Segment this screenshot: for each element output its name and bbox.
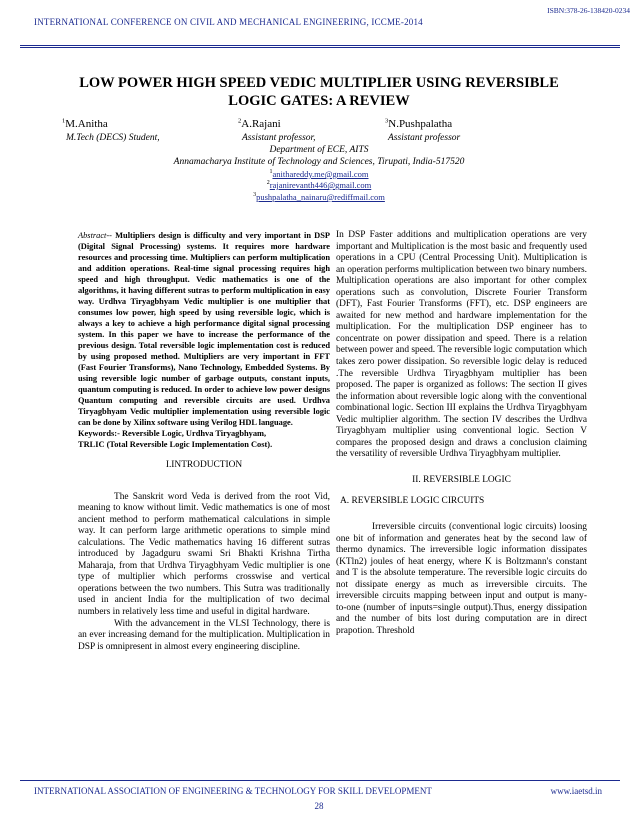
paper-title: [60, 74, 578, 110]
author-3-name: N.Pushpalatha: [388, 118, 453, 130]
subsection-a-heading: A. REVERSIBLE LOGIC CIRCUITS: [340, 496, 485, 507]
author-3-sup: 3: [385, 117, 389, 125]
email-2-sup: 2: [266, 180, 270, 187]
isbn-label: ISBN:378-26-138420-0234: [547, 6, 630, 15]
author-1-name: M.Anitha: [65, 118, 108, 130]
author-2-sup: 2: [238, 117, 242, 125]
author-1-sup: 1: [62, 117, 66, 125]
author-1-role: M.Tech (DECS) Student,: [66, 133, 160, 143]
keywords-line-2: TRLIC (Total Reversible Logic Implementation Cost).: [78, 440, 273, 449]
email-3-sup: 3: [253, 192, 257, 199]
conference-header: INTERNATIONAL CONFERENCE ON CIVIL AND MECHANICAL ENGINEERING, ICCME-2014: [34, 17, 423, 27]
title-line-1: LOW POWER HIGH SPEED VEDIC MULTIPLIER USING REVERSIBLE: [79, 75, 559, 91]
page-number: 28: [314, 801, 324, 811]
footer-website[interactable]: www.iaetsd.in: [550, 786, 602, 796]
email-3-row: [0, 192, 638, 202]
right-paragraph-1: In DSP Faster additions and multiplication operations are very important and Multiplication is the most basic and frequently used operations in a CPU (Central Processing Unit). Multiplication is an operation performs multiplication between two binary numbers. Multiplication operations are also important for other complex operations such as convolution, Discrete Fourier Transform (DFT), Fast Fourier Transforms (FFT), etc. DSP engineers are awaited for new method and hardware implementation for the multiplication. For the multiplication DSP engineer has to concentrate on power dissipation and speed. There is a relation between power and speed. The reversible logic computation which takes zero power dissipation. So reversible logic delay is reduced .The reversible Urdhva Tiryagbhyam multiplier has been proposed. The paper is organized as follows: The section II gives the information about reversible logic along with the conventional combinational logic. Section III explains the Urdhva Tiryagbhyam Vedic multiplier algorithm. The section IV describes the Urdhva Tiryagbhyam multiplier using conventional logic. Section V compares the proposed design and draws a conclusion claiming the versatility of reversible Urdhva Tiryagbhyam multiplier.: [336, 230, 587, 460]
keywords-line-1: Keywords:- Reversible Logic, Urdhva Tiryagbhyam,: [78, 429, 267, 438]
abstract-body: Multipliers design is difficulty and very important in DSP (Digital Signal Processing) systems. It requires more hardware resources and processing time. Multipliers can perform multiplication and addition operations. Real-time signal processing requires high speed and high throughput. Vedic mathematics is one of the algorithms, it having different sutras to perform multiplication in easy way. Urdhva Tiryagbhyam Vedic multiplier is one multiplier that consumes low power, high speed by using reversible logic, which is always a key to achieve a high performance digital signal processing system. In this paper we have to increase the performance of the previous design. Total reversible logic implementation cost is reduced by using proposed method. Multipliers are very important in FFT (Fast Fourier Transforms), Nano Technology, Embedded Systems. By using reversible logic number of garbage outputs, constant inputs, quantum computing is reduced. In order to achieve low power designs Quantum computing and reversible circuits are used. Urdhva Tiryagbhyam Vedic multiplier implementation using reversible logic can be done by Xilinx software using Verilog HDL language.: [78, 231, 330, 427]
intro-paragraph-2: With the advancement in the VLSI Technology, there is an ever increasing demand for the multiplication. Multiplication in DSP is omnipresent in almost every engineering discipline.: [78, 618, 330, 652]
email-1-link[interactable]: anithareddy.me@gmail.com: [272, 169, 369, 179]
author-2-name: A.Rajani: [241, 118, 281, 130]
email-3-link[interactable]: pushpalatha_nainaru@rediffmail.com: [256, 192, 385, 202]
email-2-row: [0, 180, 638, 190]
right-column: [336, 230, 587, 638]
department: Department of ECE, AITS: [269, 145, 369, 155]
author-2-role: Assistant professor,: [242, 133, 316, 143]
header-rule: [20, 45, 620, 46]
section-1-heading: I.INTRODUCTION: [165, 460, 243, 470]
intro-paragraph-1: The Sanskrit word Veda is derived from the root Vid, meaning to know without limit. Vedic mathematics is one of most ancient method to perform mathematical calculations in simple way. It can perform large arithmetic operations to simple mind calculations. The Vedic mathematics having 16 different sutras introduced by Jagadguru swami Sri Bhakti Krishna Tirtha Maharaja, from that Urdhva Tiryagbhyam Vedic multiplier is one type of multiplier which performs crosswise and vertical operations between the two numbers. This Sutra was traditionally used in ancient India for the multiplication of two decimal numbers in relatively less time and useful in digital hardware.: [78, 491, 330, 618]
email-2-link[interactable]: rajanirevanth446@gmail.com: [269, 180, 372, 190]
right-paragraph-2: Irreversible circuits (conventional logic circuits) loosing one bit of information and generates heat by the second law of thermo dynamics. The irreversible logic information dissipates (KTln2) joules of heat energy, where K is Boltzmann's constant and T is the absolute temperature. The reversible logic circuits do not dissipate energy as much as irreversible circuits. The irreversible circuits mapping between input and output is many- to-one (number of inputs=single output).Thus, energy dissipation and the number of bits lost during computation are in direct prapotion. Threshold: [336, 522, 587, 636]
title-line-2: LOGIC GATES: A REVIEW: [228, 93, 410, 109]
abstract-lead: Abstract--: [78, 231, 112, 240]
author-3-role: Assistant professor: [388, 133, 461, 143]
author-3: [385, 118, 452, 130]
footer-association: INTERNATIONAL ASSOCIATION OF ENGINEERING & TECHNOLOGY FOR SKILL DEVELOPMENT: [34, 786, 432, 796]
email-1-row: [0, 169, 638, 179]
abstract: [78, 230, 330, 428]
left-column: [78, 230, 330, 653]
section-2-heading: II. REVERSIBLE LOGIC: [412, 474, 511, 485]
footer-rule: [20, 780, 620, 781]
email-1-sup: 1: [269, 169, 273, 176]
author-2: [238, 118, 281, 130]
header-rule-secondary: [20, 47, 620, 48]
institute: Annamacharya Institute of Technology and Sciences, Tirupati, India-517520: [173, 157, 465, 167]
spacer: [78, 482, 330, 492]
author-1: [62, 118, 108, 130]
